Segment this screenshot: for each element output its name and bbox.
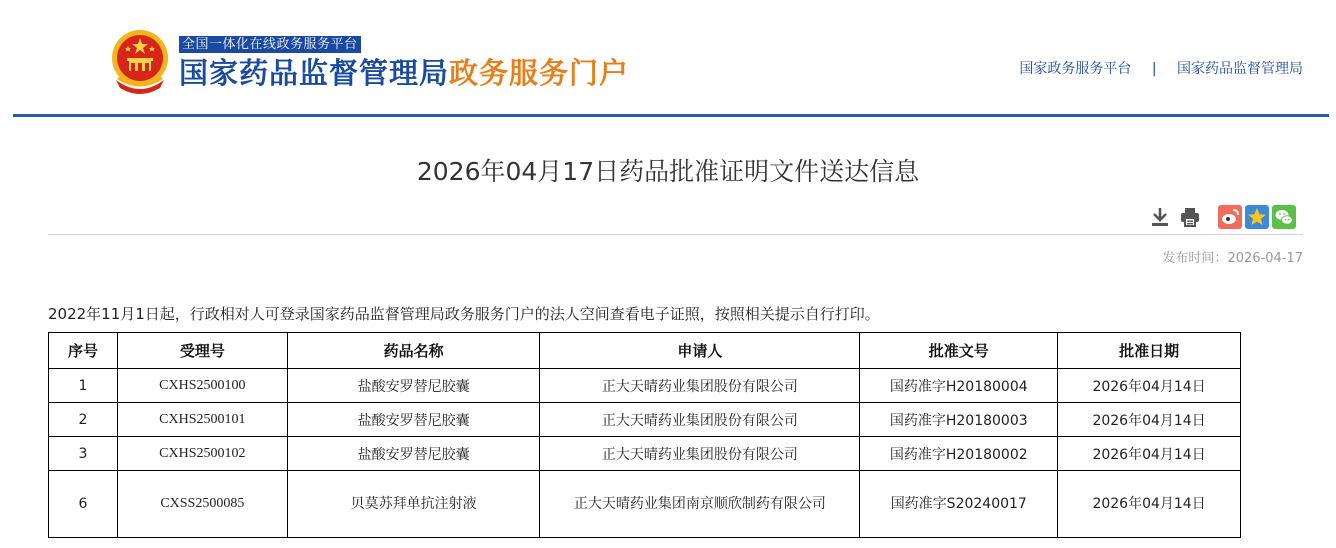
print-icon[interactable] <box>1178 205 1202 229</box>
platform-tagline: 全国一体化在线政务服务平台 <box>179 36 361 53</box>
top-links <box>1019 58 1303 78</box>
cell-approval-no: 国药准字H20180004 <box>860 369 1058 403</box>
table-row <box>49 369 1241 403</box>
cell-applicant <box>540 471 860 538</box>
table-row <box>49 471 1241 538</box>
link-national-gov-platform[interactable]: 国家政务服务平台 <box>1019 61 1132 77</box>
cell-approval-no: 国药准字H20180003 <box>860 403 1058 437</box>
link-nmpa[interactable]: 国家药品监督管理局 <box>1177 61 1303 77</box>
table-row <box>49 437 1241 471</box>
cell-drug-name: 盐酸安罗替尼胶囊 <box>287 437 540 471</box>
site-title[interactable] <box>179 53 629 93</box>
notice-text: 2022年11月1日起，行政相对人可登录国家药品监督管理局政务服务门户的法人空间查看电子证照，按照相关提示自行打印。 <box>48 305 880 323</box>
cell-applicant-text: 正大天晴药业集团南京顺欣制药有限公司 <box>573 496 826 512</box>
publish-time-value: 2026-04-17 <box>1227 251 1303 266</box>
cell-index: 6 <box>49 471 118 538</box>
download-icon[interactable] <box>1148 205 1172 229</box>
cell-acceptance-no: CXHS2500102 <box>117 437 287 471</box>
national-emblem-icon <box>110 28 170 94</box>
header-acceptance-no: 受理号 <box>117 333 287 369</box>
wechat-share-icon[interactable] <box>1272 205 1296 229</box>
approval-table <box>48 332 1241 538</box>
header-approval-date: 批准日期 <box>1058 333 1241 369</box>
weibo-share-icon[interactable] <box>1218 205 1242 229</box>
cell-index: 3 <box>49 437 118 471</box>
publish-time <box>1162 247 1303 266</box>
header-index: 序号 <box>49 333 118 369</box>
cell-acceptance-no: CXHS2500101 <box>117 403 287 437</box>
cell-approval-no: 国药准字S20240017 <box>860 471 1058 538</box>
site-title-main: 国家药品监督管理局 <box>179 56 450 90</box>
cell-applicant: 正大天晴药业集团股份有限公司 <box>540 437 860 471</box>
cell-drug-name: 盐酸安罗替尼胶囊 <box>287 369 540 403</box>
cell-acceptance-no: CXSS2500085 <box>117 471 287 538</box>
header-approval-no: 批准文号 <box>860 333 1058 369</box>
site-header <box>0 0 1336 116</box>
cell-acceptance-no: CXHS2500100 <box>117 369 287 403</box>
favorite-share-icon[interactable] <box>1245 205 1269 229</box>
cell-approval-date: 2026年04月14日 <box>1058 471 1241 538</box>
header-drug-name: 药品名称 <box>287 333 540 369</box>
cell-index: 2 <box>49 403 118 437</box>
header-divider <box>13 114 1329 117</box>
cell-index: 1 <box>49 369 118 403</box>
cell-approval-date: 2026年04月14日 <box>1058 437 1241 471</box>
publish-time-label: 发布时间： <box>1162 251 1228 266</box>
table-header-row <box>49 333 1241 369</box>
cell-applicant: 正大天晴药业集团股份有限公司 <box>540 369 860 403</box>
cell-approval-date: 2026年04月14日 <box>1058 403 1241 437</box>
cell-approval-date: 2026年04月14日 <box>1058 369 1241 403</box>
cell-drug-name: 盐酸安罗替尼胶囊 <box>287 403 540 437</box>
cell-applicant: 正大天晴药业集团股份有限公司 <box>540 403 860 437</box>
header-applicant: 申请人 <box>540 333 860 369</box>
page-title: 2026年04月17日药品批准证明文件送达信息 <box>416 157 920 186</box>
cell-approval-no: 国药准字H20180002 <box>860 437 1058 471</box>
cell-drug-name: 贝莫苏拜单抗注射液 <box>287 471 540 538</box>
table-row <box>49 403 1241 437</box>
site-title-accent: 政务服务门户 <box>449 56 630 90</box>
content-divider <box>48 234 1303 235</box>
link-separator: | <box>1151 61 1157 77</box>
